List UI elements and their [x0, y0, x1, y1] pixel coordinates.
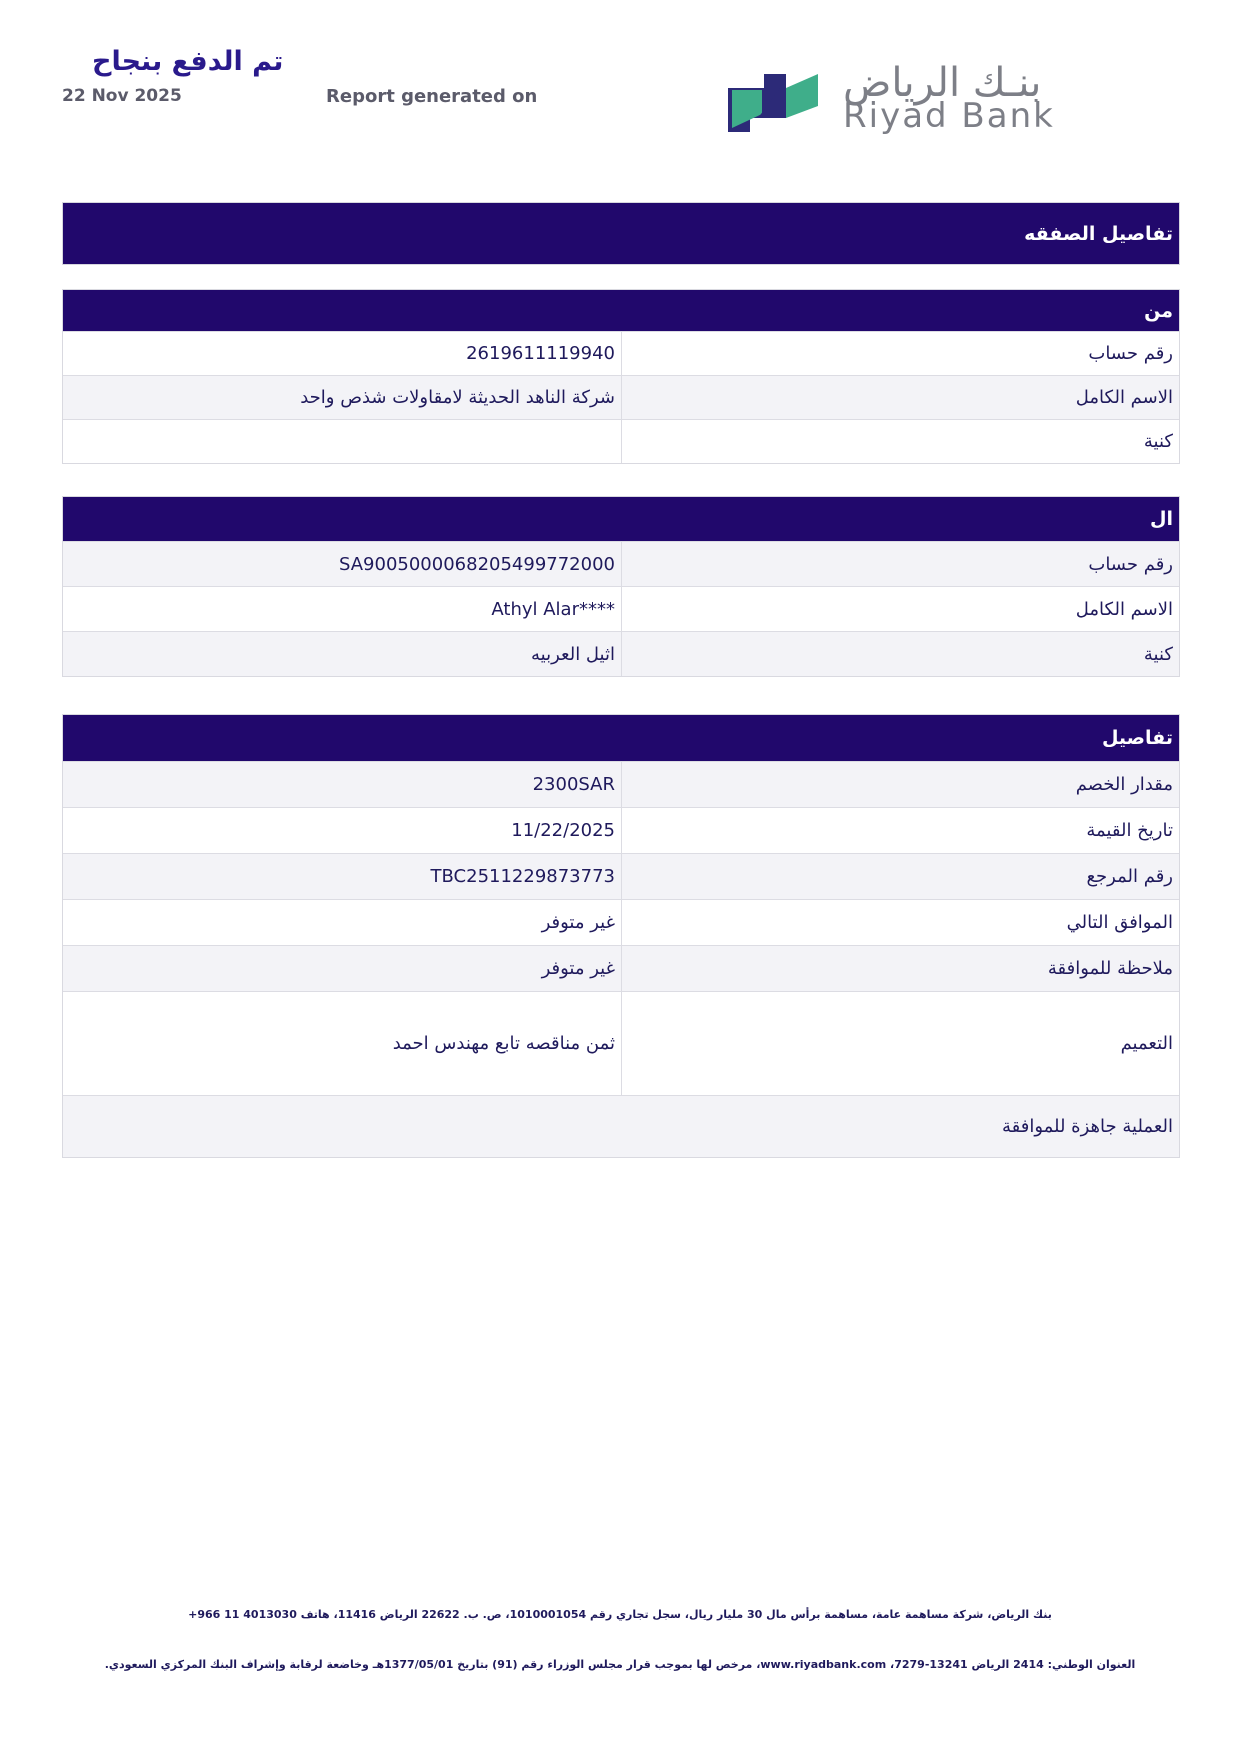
- logo-text-english: Riyad Bank: [843, 96, 1055, 136]
- footer-legal-line-2: العنوان الوطني: 2414 الرياض 13241-7279، www.riyadbank.com، مرخص لها بموجب قرار مجلس الوزراء رقم (91) بتاريخ 1377/05/01هـ وخاضعة لرقابة وإشراف البنك المركزي السعودي.: [104, 1658, 1136, 1671]
- logo-text-arabic: بنـك الرياض: [843, 60, 1042, 106]
- operation-status-note: العملية جاهزة للموافقة: [1001, 1116, 1173, 1137]
- from-full-name-label: الاسم الكامل: [621, 376, 1179, 419]
- report-date: 22 Nov 2025: [62, 86, 182, 106]
- table-row: [63, 945, 1179, 991]
- to-section-title: ال: [63, 497, 1179, 541]
- table-row: [63, 331, 1179, 375]
- payment-status-title: تم الدفع بنجاح: [92, 46, 284, 77]
- reference-number-value: TBC2511229873773: [430, 866, 615, 887]
- next-approver-label: الموافق التالي: [621, 900, 1179, 945]
- approval-note-label: ملاحظة للموافقة: [621, 946, 1179, 991]
- to-section: [62, 496, 1180, 677]
- table-row: [63, 853, 1179, 899]
- reference-number-label: رقم المرجع: [621, 854, 1179, 899]
- report-generated-label: Report generated on: [326, 86, 538, 107]
- to-full-name-label: الاسم الكامل: [621, 587, 1179, 631]
- table-row: [63, 586, 1179, 631]
- footer-legal-line-1: بنك الرياض، شركة مساهمة عامة، مساهمة برأس مال 30 مليار ريال، سجل تجاري رقم 1010001054، ص. ب. 22622 الرياض 11416، هاتف 4013030 11 966+: [188, 1608, 1052, 1621]
- next-approver-value: غير متوفر: [541, 912, 615, 933]
- value-date-label: تاريخ القيمة: [621, 808, 1179, 853]
- details-section-title: تفاصيل: [63, 715, 1179, 761]
- to-account-number-value: SA9005000068205499772000: [338, 553, 615, 575]
- to-account-number-label: رقم حساب: [621, 542, 1179, 586]
- from-account-number-label: رقم حساب: [621, 332, 1179, 375]
- to-full-name-value: Athyl Alar****: [491, 598, 615, 620]
- from-account-number-value: 2619611119940: [466, 343, 615, 364]
- details-section: [62, 714, 1180, 1158]
- table-row: [63, 899, 1179, 945]
- debit-amount-value: 2300SAR: [532, 774, 615, 795]
- table-row: [63, 807, 1179, 853]
- from-nickname-label: كنية: [621, 420, 1179, 463]
- approval-note-value: غير متوفر: [541, 958, 615, 979]
- riyad-bank-logo: [728, 60, 1108, 136]
- debit-amount-label: مقدار الخصم: [621, 762, 1179, 807]
- circular-label: التعميم: [621, 992, 1179, 1095]
- table-row: [63, 541, 1179, 586]
- table-row: [63, 375, 1179, 419]
- riyad-bank-logo-icon: [728, 74, 818, 132]
- table-row: [63, 991, 1179, 1095]
- table-row: [63, 631, 1179, 676]
- from-section: [62, 289, 1180, 464]
- to-nickname-label: كنية: [621, 632, 1179, 676]
- from-nickname-value: [63, 420, 621, 463]
- circular-value: ثمن مناقصه تابع مهندس احمد: [392, 1033, 615, 1054]
- report-header: [0, 0, 1240, 160]
- table-row: [63, 761, 1179, 807]
- transaction-details-title: تفاصيل الصفقه: [62, 202, 1180, 265]
- from-full-name-value: شركة الناهد الحديثة لامقاولات شذص واحد: [300, 387, 615, 408]
- from-section-title: من: [63, 290, 1179, 331]
- value-date-value: 11/22/2025: [511, 820, 615, 841]
- to-nickname-value: اثيل العربيه: [531, 643, 615, 665]
- table-row: [63, 1095, 1179, 1157]
- table-row: [63, 419, 1179, 463]
